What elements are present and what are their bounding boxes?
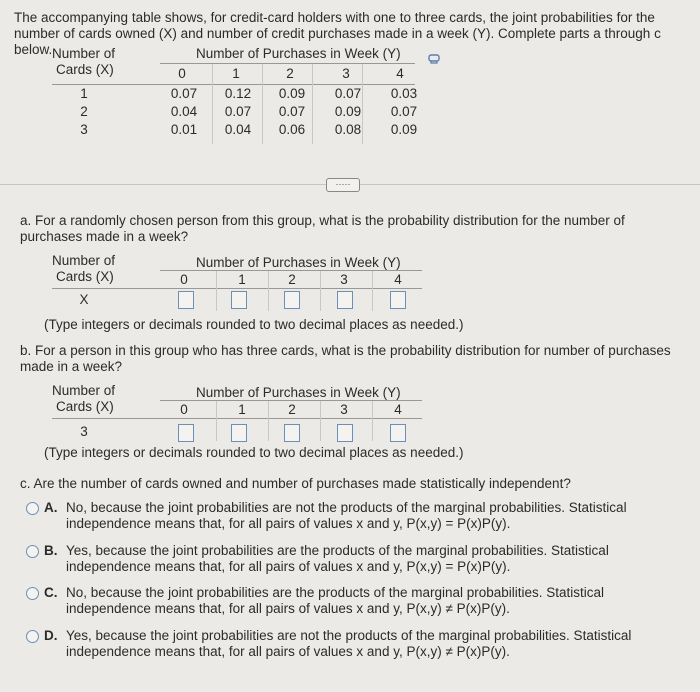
option-c-text[interactable]: No, because the joint probabilities are the products of the marginal probabilities. Statistical independence means that, for all pairs of values x and y, P(x,y) ≠ P(x)P(y). xyxy=(66,585,605,616)
part-a-input[interactable] xyxy=(284,291,300,309)
table-cell: 0.07 xyxy=(278,104,306,119)
part-a-row-label: X xyxy=(79,292,89,307)
part-a-input[interactable] xyxy=(231,291,247,309)
row-label: 2 xyxy=(80,104,88,119)
table-cell: 0.04 xyxy=(170,104,198,119)
option-a-letter: A. xyxy=(44,500,58,515)
part-a-input[interactable] xyxy=(178,291,194,309)
part-b-col-header: Number of Purchases in Week (Y) xyxy=(196,385,401,400)
row-header-line1: Number of xyxy=(52,46,116,61)
part-b-col-label: 3 xyxy=(340,402,348,417)
option-c-radio[interactable] xyxy=(26,587,39,600)
expand-more-button[interactable]: ····· xyxy=(326,178,360,192)
part-a-col-label: 4 xyxy=(394,272,402,287)
col-label: 0 xyxy=(178,66,186,81)
table-cell: 0.09 xyxy=(390,122,418,137)
part-a-col-label: 0 xyxy=(180,272,188,287)
row-header-line2: Cards (X) xyxy=(56,62,114,77)
part-b-col-label: 0 xyxy=(180,402,188,417)
part-b-question: b. For a person in this group who has three cards, what is the probability distribution for number of purchases made in a week? xyxy=(20,343,671,374)
row-label: 1 xyxy=(80,86,88,101)
row-label: 3 xyxy=(80,122,88,137)
part-a-question: a. For a randomly chosen person from this group, what is the probability distribution for the number of purchases made in a week? xyxy=(20,213,625,244)
col-label: 3 xyxy=(342,66,350,81)
col-label: 1 xyxy=(232,66,240,81)
col-label: 2 xyxy=(286,66,294,81)
table-cell: 0.04 xyxy=(224,122,252,137)
part-b-hint: (Type integers or decimals rounded to two decimal places as needed.) xyxy=(44,445,464,460)
part-c-question: c. Are the number of cards owned and number of purchases made statistically independent? xyxy=(20,476,571,491)
part-a-col-label: 3 xyxy=(340,272,348,287)
part-b-col-label: 1 xyxy=(238,402,246,417)
option-a-radio[interactable] xyxy=(26,502,39,515)
table-cell: 0.09 xyxy=(278,86,306,101)
part-b-input[interactable] xyxy=(337,424,353,442)
part-a-row-header-line1: Number of xyxy=(52,253,116,268)
part-a-row-header-line2: Cards (X) xyxy=(56,269,114,284)
table-cell: 0.03 xyxy=(390,86,418,101)
table-cell: 0.06 xyxy=(278,122,306,137)
table-cell: 0.01 xyxy=(170,122,198,137)
part-a-hint: (Type integers or decimals rounded to two decimal places as needed.) xyxy=(44,317,464,332)
part-b-input[interactable] xyxy=(178,424,194,442)
table-cell: 0.07 xyxy=(170,86,198,101)
option-d-radio[interactable] xyxy=(26,630,39,643)
part-b-row-header-line1: Number of xyxy=(52,383,116,398)
part-b-row-label: 3 xyxy=(80,424,88,439)
part-b-col-label: 4 xyxy=(394,402,402,417)
option-c-letter: C. xyxy=(44,585,58,600)
part-b-col-label: 2 xyxy=(288,402,296,417)
table-cell: 0.07 xyxy=(224,104,252,119)
col-header: Number of Purchases in Week (Y) xyxy=(196,46,401,61)
option-b-text[interactable]: Yes, because the joint probabilities are the products of the marginal probabilities. Statistical independence means that, for all pairs of values x and y, P(x,y) = P(x)P(y). xyxy=(66,543,609,574)
copy-icon[interactable] xyxy=(428,54,440,64)
part-a-input[interactable] xyxy=(390,291,406,309)
option-d-text[interactable]: Yes, because the joint probabilities are not the products of the marginal probabilities. Statistical independence means that, for all pairs of values x and y, P(x,y) ≠ P(x)P(y). xyxy=(66,628,632,659)
part-a-input[interactable] xyxy=(337,291,353,309)
table-cell: 0.07 xyxy=(334,86,362,101)
option-a-text[interactable]: No, because the joint probabilities are not the products of the marginal probabilities. Statistical independence means that, for all pairs of values x and y, P(x,y) = P(x)P(y). xyxy=(66,500,627,531)
part-a-col-label: 1 xyxy=(238,272,246,287)
option-d-letter: D. xyxy=(44,628,58,643)
part-b-input[interactable] xyxy=(390,424,406,442)
part-a-col-header: Number of Purchases in Week (Y) xyxy=(196,255,401,270)
part-b-input[interactable] xyxy=(284,424,300,442)
intro-text: The accompanying table shows, for credit-card holders with one to three cards, the joint probabilities for the number of cards owned (X) and number of credit purchases made in a week (Y). Complete parts a through c below. xyxy=(14,10,661,57)
part-a-col-label: 2 xyxy=(288,272,296,287)
table-cell: 0.12 xyxy=(224,86,252,101)
table-cell: 0.07 xyxy=(390,104,418,119)
part-b-input[interactable] xyxy=(231,424,247,442)
col-label: 4 xyxy=(396,66,404,81)
table-cell: 0.08 xyxy=(334,122,362,137)
option-b-letter: B. xyxy=(44,543,58,558)
table-cell: 0.09 xyxy=(334,104,362,119)
part-b-row-header-line2: Cards (X) xyxy=(56,399,114,414)
option-b-radio[interactable] xyxy=(26,545,39,558)
